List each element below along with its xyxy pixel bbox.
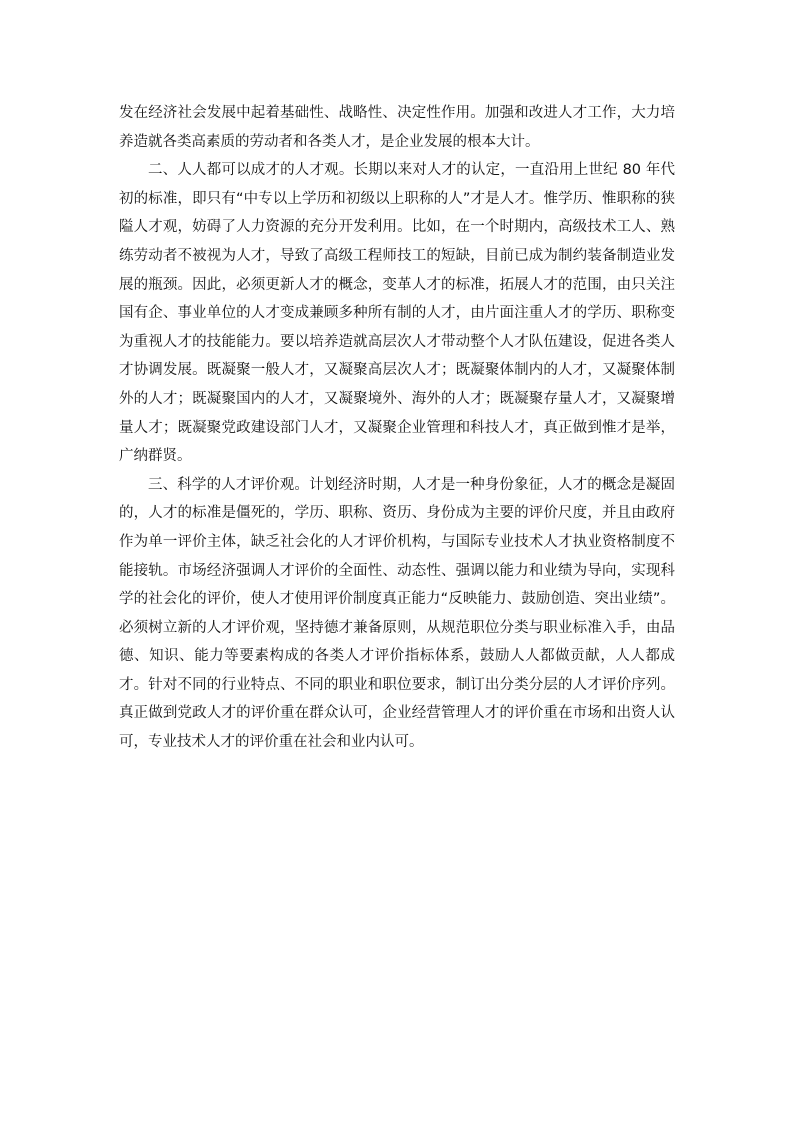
document-body (119, 99, 675, 757)
paragraph-2: 二、人人都可以成才的人才观。长期以来对人才的认定，一直沿用上世纪 80 年代初的标准，即只有“中专以上学历和初级以上职称的人”才是人才。惟学历、惟职称的狭隘人才观，妨碍了人力资源的充分开发利用。比如，在一个时期内，高级技术工人、熟练劳动者不被视为人才，导致了高级工程师技工的短缺，目前已成为制约装备制造业发展的瓶颈。因此，必须更新人才的概念，变革人才的标准，拓展人才的范围，由只关注国有企、事业单位的人才变成兼顾多种所有制的人才，由片面注重人才的学历、职称变为重视人才的技能能力。要以培养造就高层次人才带动整个人才队伍建设，促进各类人才协调发展。既凝聚一般人才，又凝聚高层次人才；既凝聚体制内的人才，又凝聚体制外的人才；既凝聚国内的人才，又凝聚境外、海外的人才；既凝聚存量人才，又凝聚增量人才；既凝聚党政建设部门人才，又凝聚企业管理和科技人才，真正做到惟才是举，广纳群贤。 (119, 162, 675, 465)
paragraph-3: 三、科学的人才评价观。计划经济时期，人才是一种身份象征，人才的概念是凝固的，人才的标准是僵死的，学历、职称、资历、身份成为主要的评价尺度，并且由政府作为单一评价主体，缺乏社会化的人才评价机构，与国际专业技术人才执业资格制度不能接轨。市场经济强调人才评价的全面性、动态性、强调以能力和业绩为导向，实现科学的社会化的评价，使人才使用评价制度真正能力“反映能力、鼓励创造、突出业绩”。必须树立新的人才评价观，坚持德才兼备原则，从规范职位分类与职业标准入手，由品德、知识、能力等要素构成的各类人才评价指标体系，鼓励人人都做贡献，人人都成才。针对不同的行业特点、不同的职业和职位要求，制订出分类分层的人才评价序列。真正做到党政人才的评价重在群众认可，企业经营管理人才的评价重在市场和出资人认可，专业技术人才的评价重在社会和业内认可。 (119, 476, 675, 751)
paragraph-1: 发在经济社会发展中起着基础性、战略性、决定性作用。加强和改进人才工作，大力培养造就各类高素质的劳动者和各类人才，是企业发展的根本大计。 (119, 105, 675, 150)
